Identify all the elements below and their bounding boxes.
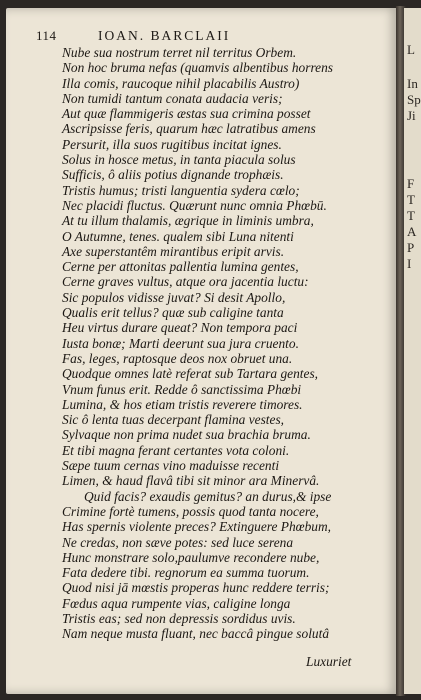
- text-line: Ne credas, non sæve potes: sed luce serena: [62, 534, 294, 550]
- facing-page-fragment: T: [407, 192, 415, 207]
- facing-page-fragment: Ji: [407, 108, 416, 123]
- text-line: Non tumidi tantum conata audacia veris;: [62, 90, 283, 106]
- text-line: Nam neque musta fluant, nec baccâ pingue solutâ: [62, 626, 330, 642]
- text-line: Fœdus aqua rumpente vias, caligine longa: [62, 595, 291, 611]
- facing-page-fragment: L: [407, 42, 415, 57]
- text-line: Ascripsisse feris, quarum hæc latratibus amens: [62, 121, 316, 137]
- text-line: Tristis humus; tristi languentia sydera cœlo;: [62, 182, 300, 198]
- text-line: Heu virtus durare queat? Non tempora paci: [62, 320, 298, 336]
- text-line: Cerne per attonitas pallentia lumina gentes,: [62, 259, 299, 275]
- running-head: IOAN. BARCLAII: [98, 28, 231, 43]
- poem-text: [62, 45, 407, 642]
- text-line: At tu illum thalamis, ægrique in liminis umbra,: [62, 213, 314, 229]
- text-line: Sic populos vidisse juvat? Si desit Apollo,: [62, 289, 286, 305]
- facing-page-fragment: I: [407, 256, 412, 271]
- text-line: Axe superstantêm mirantibus eripit arvis.: [62, 243, 285, 259]
- book-page: [6, 8, 398, 694]
- text-line: Fata dedere tibi. regnorum ea summa tuorum.: [62, 565, 310, 581]
- text-line: Limen, & haud flavâ tibi sit minor ara Minervâ.: [62, 473, 320, 489]
- text-line: Non hoc bruma nefas (quamvis albentibus horrens: [62, 60, 334, 76]
- text-line: Fas, leges, raptosque deos nox obruet una.: [62, 350, 293, 366]
- text-line: Sæpe tuum cernas vino maduisse recenti: [62, 458, 280, 474]
- text-line: Nube sua nostrum terret nil territus Orbem.: [62, 45, 297, 60]
- text-line: Et tibi magna ferant certantes vota coloni.: [62, 442, 290, 458]
- facing-page-edge: [404, 8, 421, 694]
- text-line: Has spernis violente preces? Extinguere Phœbum,: [62, 519, 331, 535]
- text-line: Illa comis, raucoque nihil placabilis Austro): [62, 75, 300, 91]
- facing-page-fragment: A: [407, 224, 417, 239]
- page-number: 114: [36, 28, 57, 43]
- text-line: Quod nisi jā mœstis properas hunc reddere terris;: [62, 580, 330, 596]
- text-line: Sylvaque non prima nudet sua brachia bruma.: [62, 427, 311, 443]
- text-line: Quodque omnes latè referat sub Tartara gentes,: [62, 366, 319, 382]
- text-line: Sic ô lenta tuas decerpant flamina vestes,: [62, 412, 285, 428]
- text-line: Sufficis, ô aliis potius dignande trophæis.: [62, 167, 284, 183]
- text-line: Solus in hosce metus, in tanta piacula solus: [62, 152, 296, 168]
- text-line: O Autumne, tenes. qualem sibi Luna nitenti: [62, 228, 294, 244]
- text-line: Nec placidi fluctus. Quærunt nunc omnia Phœbū.: [62, 197, 327, 213]
- text-line: Hunc monstrare solo,paulumve recondere nube,: [62, 549, 320, 565]
- facing-page-fragment: Sp: [407, 92, 421, 107]
- text-line: Vnum funus erit. Redde ô sanctissima Phœbi: [62, 381, 302, 397]
- text-line: Crimine fortè tumens, possis quod tanta nocere,: [62, 503, 319, 519]
- text-line: Tristis eas; sed non depressis sordidus uvis.: [62, 610, 296, 626]
- facing-page-fragment: F: [407, 176, 415, 191]
- text-line: Iusta bonæ; Marti deerunt sua jura cruento.: [62, 335, 299, 351]
- text-line: Quid facis? exaudis gemitus? an durus,& ipse: [84, 488, 332, 504]
- catchword: Luxuriet: [306, 654, 352, 669]
- text-line: Aut quæ flammigeris æstas sua crimina posset: [62, 106, 311, 122]
- page-header: [36, 28, 386, 46]
- text-line: Cerne graves vultus, atque ora jacentia luctu:: [62, 274, 309, 290]
- facing-page-fragment: P: [407, 240, 415, 255]
- facing-page-fragment: T: [407, 208, 415, 223]
- text-line: Persurit, illa suos rugitibus incitat ignes.: [62, 136, 282, 152]
- facing-page-fragment: In: [407, 76, 418, 91]
- text-line: Lumina, & hos etiam tristis reverere timores.: [62, 396, 303, 412]
- text-line: Qualis erit tellus? quæ sub caligine tanta: [62, 305, 284, 321]
